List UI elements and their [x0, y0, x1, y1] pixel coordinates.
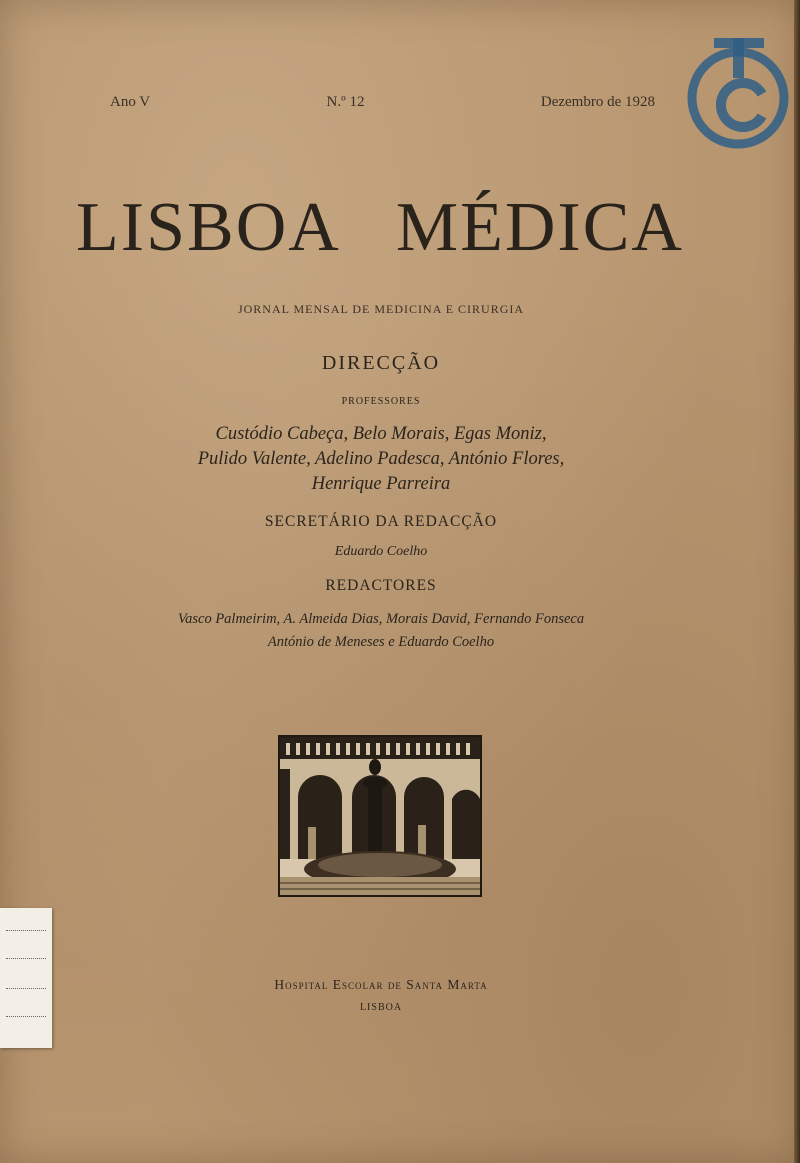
redactores-line: António de Meneses e Eduardo Coelho [267, 634, 495, 650]
page-edge-shadow [794, 0, 800, 1163]
journal-subtitle: JORNAL MENSAL DE MEDICINA E CIRURGIA [237, 302, 525, 316]
issue-number: N.º 12 [326, 94, 365, 110]
shelf-label [0, 908, 52, 1048]
redactores-names [0, 608, 762, 654]
journal-title [0, 188, 760, 268]
professores-subheading: PROFESSORES [341, 396, 421, 407]
direccao-line: Custódio Cabeça, Belo Morais, Egas Moniz, [215, 424, 547, 444]
direccao-line: Pulido Valente, Adelino Padesca, António Flores, [197, 449, 565, 469]
label-line [6, 930, 46, 931]
title-word-1: LISBOA [76, 189, 341, 266]
redactores-heading: REDACTORES [325, 577, 437, 594]
cloister-engraving [278, 735, 482, 897]
publisher-city: LISBOA [359, 1002, 403, 1013]
tc-stamp-icon [684, 34, 792, 154]
publisher-institution: Hospital Escolar de Santa Marta [274, 977, 488, 992]
direccao-names [0, 422, 762, 497]
label-line [6, 1016, 46, 1017]
library-stamp [684, 34, 792, 154]
redactores-line: Vasco Palmeirim, A. Almeida Dias, Morais David, Fernando Fonseca [177, 611, 585, 627]
volume-year: Ano V [110, 94, 151, 110]
issue-date: Dezembro de 1928 [540, 94, 655, 110]
title-word-2: MÉDICA [395, 189, 684, 266]
issue-info-row [110, 94, 655, 111]
secretario-heading: SECRETÁRIO DA REDACÇÃO [264, 513, 498, 530]
label-line [6, 958, 46, 959]
cloister-illustration [280, 737, 480, 895]
direccao-line: Henrique Parreira [311, 474, 451, 494]
label-line [6, 988, 46, 989]
secretario-name: Eduardo Coelho [334, 544, 428, 559]
direccao-heading: DIRECÇÃO [321, 352, 441, 374]
